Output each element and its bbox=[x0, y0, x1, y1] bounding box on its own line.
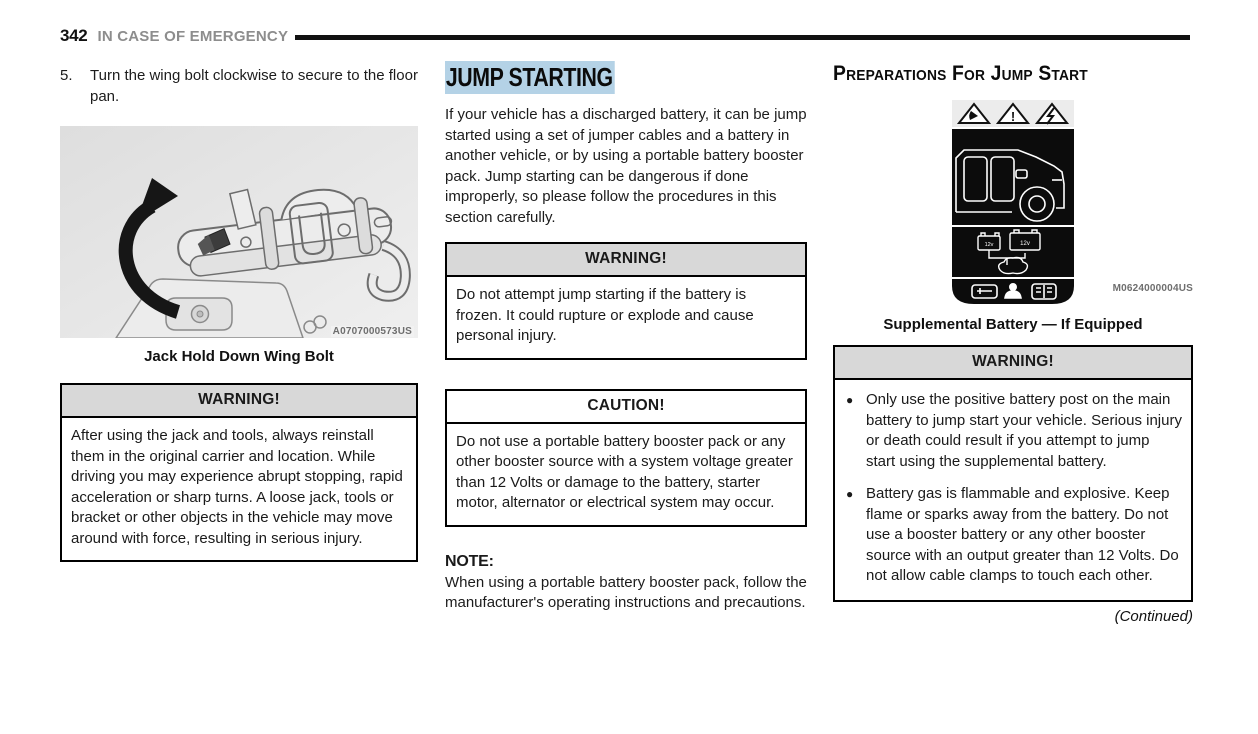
bullet-icon: ● bbox=[846, 487, 854, 501]
step-text: Turn the wing bolt clockwise to secure to the floor pan. bbox=[90, 67, 418, 105]
bullet-text: Only use the positive battery post on the main battery to jump start your vehicle. Serious injury or death could result if you attempt to jump start using the supplemental battery. bbox=[866, 391, 1182, 470]
section-heading-jump-starting bbox=[445, 62, 615, 93]
figure-code: M0624000004US bbox=[1112, 283, 1193, 294]
person-icon bbox=[1010, 284, 1016, 290]
section-heading-preparations: Preparations For Jump Start bbox=[833, 62, 1088, 85]
battery1-voltage: 12v bbox=[984, 242, 994, 248]
warning-title: WARNING! bbox=[62, 385, 416, 418]
bullet-text: Battery gas is flammable and explosive. Keep flame or sparks away from the battery. Do not use a booster battery or any other booster source with an output greater than 12 Volts. Do not allow cable clamps to touch each other. bbox=[866, 485, 1179, 584]
header-rule bbox=[295, 35, 1190, 40]
column-middle bbox=[445, 62, 807, 614]
battery-label-icon bbox=[952, 100, 1074, 304]
warning-title: WARNING! bbox=[447, 244, 805, 277]
caution-body: Do not use a portable battery booster pack or any other booster source with a system voltage greater than 12 Volts or damage to the battery, starter motor, alternator or electrical system may occur. bbox=[456, 432, 793, 511]
warning-title: WARNING! bbox=[835, 347, 1191, 380]
supplemental-battery-figure bbox=[833, 100, 1193, 316]
warning-bullet-item bbox=[844, 390, 1182, 472]
figure-code: A0707000573US bbox=[332, 326, 412, 337]
warning-body: After using the jack and tools, always reinstall them in the original carrier and location. While driving you may experience abrupt stopping, rapid acceleration or sharp turns. A loose jack, tools or bracket or other objects in the vehicle may move around with force, resulting in serious injury. bbox=[71, 427, 403, 547]
figure-caption: Jack Hold Down Wing Bolt bbox=[144, 348, 334, 365]
jack-figure bbox=[60, 126, 418, 343]
warning-box-battery bbox=[833, 345, 1193, 602]
warning-bullets bbox=[835, 380, 1191, 600]
chapter-title: IN CASE OF EMERGENCY bbox=[97, 28, 289, 45]
bullet-icon: ● bbox=[846, 393, 854, 407]
step-item-5 bbox=[60, 66, 418, 107]
caution-title: CAUTION! bbox=[447, 391, 805, 424]
jack-illustration-icon bbox=[60, 126, 418, 338]
note-body: When using a portable battery booster pack, follow the manufacturer's operating instructions and precautions. bbox=[445, 573, 807, 611]
figure-caption: Supplemental Battery — If Equipped bbox=[883, 316, 1143, 333]
battery2-voltage: 12v bbox=[1020, 241, 1030, 247]
column-left bbox=[60, 62, 418, 562]
caution-box bbox=[445, 389, 807, 527]
step-number: 5. bbox=[60, 67, 73, 84]
warning-box-jack bbox=[60, 383, 418, 562]
warning-box-frozen bbox=[445, 242, 807, 360]
warning-body: Do not attempt jump starting if the battery is frozen. It could rupture or explode and cause personal injury. bbox=[456, 286, 754, 344]
intro-paragraph: If your vehicle has a discharged battery, it can be jump started using a set of jumper cables and a battery in another vehicle, or by using a portable battery booster pack. Jump starting can be dangerous if done improperly, so please follow the procedures in this section carefully. bbox=[445, 106, 807, 226]
warning-bullet-item bbox=[844, 484, 1182, 587]
note-label: NOTE: bbox=[445, 552, 494, 570]
page-number: 342 bbox=[60, 26, 88, 45]
page-header bbox=[60, 26, 1192, 48]
continued-note: (Continued) bbox=[1114, 607, 1193, 625]
column-right bbox=[833, 62, 1193, 625]
exclamation-hazard-icon: ! bbox=[1010, 109, 1016, 124]
search-highlight: JUMP STARTING bbox=[445, 61, 615, 94]
